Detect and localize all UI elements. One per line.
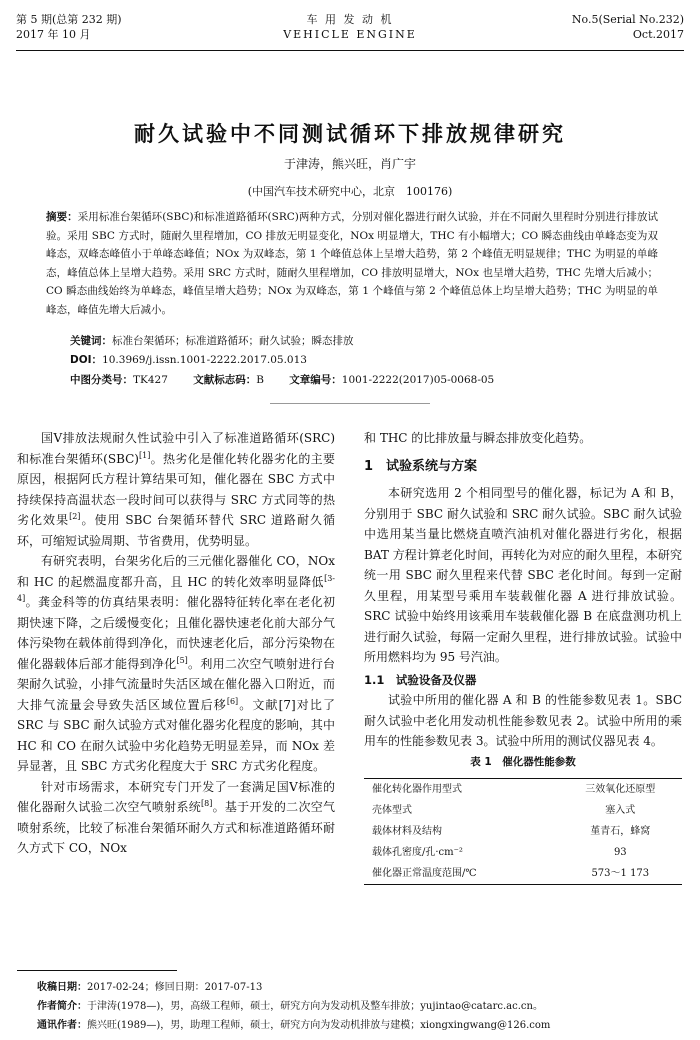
citation[interactable]: [6] bbox=[226, 696, 239, 706]
table-cell-value: 三效氧化还原型 bbox=[559, 779, 682, 801]
table-cell-key: 载体材料及结构 bbox=[372, 826, 442, 837]
author-bio-label: 作者简介： bbox=[37, 1001, 87, 1012]
table-row bbox=[364, 779, 682, 801]
text-run: 。热劣化是催化转化器劣化的主要原因，根据阿氏方程计算结果可知，催化器在 SBC 方式中持续保持高温状态一段时间可以获得与 SRC 方式同等的热劣化效果 bbox=[17, 451, 335, 527]
corr-author-label: 通讯作者： bbox=[37, 1020, 87, 1031]
table-row bbox=[364, 863, 682, 885]
running-header bbox=[16, 12, 684, 46]
affiliation: (中国汽车技术研究中心，北京 100176) bbox=[247, 185, 453, 198]
paper-title: 耐久试验中不同测试循环下排放规律研究 bbox=[134, 122, 566, 146]
table-cell-value: 堇青石，蜂窝 bbox=[590, 826, 651, 837]
keywords-label: 关键词： bbox=[70, 335, 112, 347]
citation[interactable]: [8] bbox=[200, 799, 213, 808]
footnote-divider bbox=[17, 970, 177, 971]
citation[interactable]: [1] bbox=[138, 450, 151, 460]
text-run: 。龚金科等的仿真结果表明：催化器特征转化率在老化初期快速下降，之后缓慢变化；且催化器快速老化前大部分气体污染物在载体前得到净化，而快速老化后，部分污染物在催化器载体后部才能得到净化 bbox=[17, 595, 335, 671]
abstract bbox=[46, 208, 658, 319]
table-cell-value: 塞入式 bbox=[605, 805, 636, 816]
table-cell-value: 93 bbox=[613, 847, 627, 858]
abstract-text: 采用标准台架循环(SBC)和标准道路循环(SRC)两种方式，分别对催化器进行耐久试验，并在不同耐久里程时分别进行排放试验。采用 SBC 方式时，随耐久里程增加，CO 排放无明显变化，NOx 明显增大，THC 有小幅增大；CO 瞬态曲线由单峰态变为双峰态，双峰态峰值小于单峰态峰值；NOx 为双峰态，第 1 个峰值总体上呈增大趋势，第 2 个峰值无明显规律；THC 为明显的单峰态，峰值总体上呈增大趋势。采用 SRC 方式时，随耐久里程增加，CO 排放明显增大，NOx 也呈增大趋势，THC 先增大后减小；CO 瞬态曲线始终为单峰态，峰值呈增大趋势；NOx 为双峰态，第 1 个峰值与第 2 个峰值总体上均呈增大趋势；THC 为明显的单峰态，峰值先增大后减小。 bbox=[46, 211, 659, 316]
journal-name-cn: 车 用 发 动 机 bbox=[306, 13, 394, 26]
text-run: 。使用 SBC 台架循环替代 SRC 道路耐久循环，可缩短试验周期、节省费用，优势明显。 bbox=[17, 513, 335, 548]
citation[interactable]: [3-4] bbox=[17, 573, 335, 603]
author-bio-text: 于津涛(1978—)，男，高级工程师，硕士，研究方向为发动机及整车排放；yujintao@catarc.ac.cn。 bbox=[87, 1001, 543, 1012]
issue-date: 2017 年 10 月 bbox=[16, 28, 91, 41]
cls-value: TK427 bbox=[133, 374, 168, 386]
text-run: 国Ⅴ排放法规耐久性试验中引入了标准道路循环(SRC)和标准台架循环(SBC) bbox=[17, 431, 335, 466]
paragraph: 试验中所用的催化器 A 和 B 的性能参数见表 1。SBC 耐久试验中老化用发动机性能参数见表 2。试验中所用的乘用车的性能参数见表 3。试验中所用的测试仪器见表 4。 bbox=[364, 693, 682, 748]
issue-info-en bbox=[572, 12, 684, 42]
table-cell-key: 催化转化器作用型式 bbox=[364, 779, 559, 801]
doi-text[interactable]: 10.3969/j.issn.1001-2222.2017.05.013 bbox=[102, 354, 307, 366]
journal-name-en: VEHICLE ENGINE bbox=[283, 28, 417, 41]
header-divider bbox=[16, 50, 684, 51]
classification-line bbox=[70, 372, 494, 387]
issue-number-en: No.5(Serial No.232) bbox=[571, 13, 684, 26]
author-bio bbox=[37, 997, 543, 1012]
table-caption: 表 1 催化器性能参数 bbox=[470, 755, 576, 768]
issue-date-en: Oct.2017 bbox=[632, 28, 684, 41]
table-cell-key: 催化器正常温度范围/℃ bbox=[364, 863, 559, 885]
catalyst-parameter-table bbox=[364, 778, 682, 885]
article-number-value: 1001-2222(2017)05-0068-05 bbox=[341, 374, 495, 386]
issue-number: 第 5 期(总第 232 期) bbox=[16, 13, 122, 26]
received-dates bbox=[37, 978, 262, 993]
dates-label: 收稿日期： bbox=[37, 982, 87, 993]
paragraph: 本研究选用 2 个相同型号的催化器，标记为 A 和 B，分别用于 SBC 耐久试验和 SRC 耐久试验。SBC 耐久试验中选用某当量比燃烧直喷汽油机对催化器进行劣化，根据 BAT 方程计算老化时间，再转化为对应的耐久里程，本研究统一用 SBC 耐久里程来代替 SBC 老化时间。每到一定耐久里程，用某型号乘用车装载催化器 A 进行排放试验。SRC 试验中始终用该乘用车装载催化器 B 在底盘测功机上进行耐久试验，每隔一定耐久里程，进行排放试验。试验中所用燃料均为 95 号汽油。 bbox=[364, 486, 682, 664]
subsection-heading: 1.1 试验设备及仪器 bbox=[364, 672, 477, 687]
text-run: 。基于开发的二次空气喷射系统，比较了标准台架循环耐久方式和标准道路循环耐久方式下 CO，NOx bbox=[17, 800, 335, 855]
table-cell-value: 573～1 173 bbox=[559, 863, 682, 885]
doi bbox=[70, 352, 307, 367]
table-row bbox=[364, 800, 682, 821]
paragraph bbox=[17, 428, 335, 551]
keywords bbox=[70, 333, 354, 348]
paragraph bbox=[17, 551, 335, 777]
keywords-text: 标准台架循环；标准道路循环；耐久试验；瞬态排放 bbox=[112, 335, 354, 347]
text-run: 针对市场需求，本研究专门开发了一套满足国Ⅴ标准的催化器耐久试验二次空气喷射系统 bbox=[17, 779, 335, 814]
right-column bbox=[364, 428, 682, 885]
text-run: 。利用二次空气喷射进行台架耐久试验，小排气流量时失活区域在催化器入口附近，而大排气流量会导致失活区域位置后移 bbox=[17, 656, 335, 712]
citation[interactable]: [2] bbox=[69, 512, 81, 521]
dates-text: 2017-02-24；修回日期：2017-07-13 bbox=[87, 982, 263, 993]
paragraph bbox=[17, 777, 335, 859]
text-run: 有研究表明，台架劣化后的三元催化器催化 CO，NOx 和 HC 的起燃温度都升高，且 HC 的转化效率明显降低 bbox=[17, 554, 335, 589]
author-list: 于津涛，熊兴旺，肖广宇 bbox=[283, 157, 416, 171]
article-number-label: 文章编号： bbox=[289, 374, 342, 386]
left-column bbox=[17, 428, 335, 859]
table-row bbox=[364, 842, 682, 863]
text-run: 。文献[7]对比了 SRC 与 SBC 耐久试验方式对催化器劣化程度的影响，其中 HC 和 CO 在耐久试验中劣化趋势无明显差异，而 NOx 差异显著，且 SBC 方式劣化程度大于 SRC 方式劣化程度。 bbox=[17, 697, 335, 773]
citation[interactable]: [5] bbox=[176, 655, 188, 665]
abstract-label: 摘要： bbox=[46, 211, 78, 223]
table-cell-key: 壳体型式 bbox=[372, 805, 412, 816]
doc-code-label: 文献标志码： bbox=[193, 374, 257, 386]
cls-label: 中图分类号： bbox=[70, 374, 133, 386]
table-cell-key: 载体孔密度/孔·cm⁻² bbox=[372, 847, 463, 858]
continued-text: 和 THC 的比排放量与瞬态排放变化趋势。 bbox=[364, 431, 592, 445]
corresponding-author bbox=[37, 1016, 550, 1031]
doc-code-value: B bbox=[256, 374, 264, 386]
abstract-divider bbox=[270, 403, 430, 404]
table-row bbox=[364, 821, 682, 842]
section-heading: 1 试验系统与方案 bbox=[364, 458, 478, 474]
doi-label: DOI： bbox=[70, 354, 103, 366]
corr-author-text: 熊兴旺(1989—)，男，助理工程师，硕士，研究方向为发动机排放与建模；xiongxingwang@126.com bbox=[87, 1020, 551, 1031]
